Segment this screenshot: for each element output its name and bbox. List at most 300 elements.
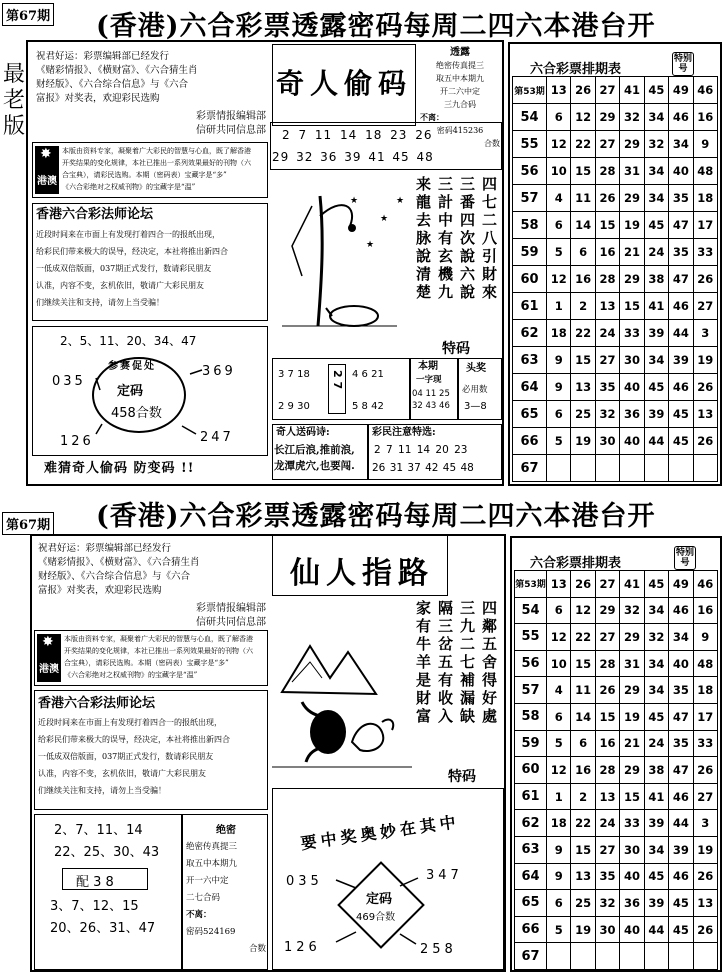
schedule-number-cell: 16	[571, 266, 595, 293]
schedule-number-cell: 15	[620, 293, 644, 320]
circle-left: 035	[52, 374, 86, 389]
schedule-number-cell: 6	[547, 890, 571, 917]
schedule-number-cell: 27	[595, 347, 619, 374]
schedule-number-cell: 32	[644, 624, 668, 651]
schedule-issue-cell: 61	[515, 783, 547, 810]
dense-line: 开奖结果的变化规律，本社已推出一系列效果最好的刊物（六	[62, 159, 251, 167]
schedule-number-cell: 34	[669, 131, 693, 158]
qiren-title: 奇人偷码	[276, 67, 413, 100]
schedule-number-cell: 35	[669, 730, 693, 757]
star-icon: ★	[350, 196, 359, 206]
forum-line: 给彩民们带来极大的误导，经决定，本社将推出新四合	[38, 735, 230, 744]
schedule-number-cell: 6	[547, 212, 571, 239]
numbers-line: 22、25、30、43	[54, 845, 160, 860]
secret-line: 开二六中定	[440, 87, 480, 96]
schedule-number-cell: 34	[644, 677, 668, 704]
forum-line: 认准，内容不变，玄机依旧，敬请广大彩民朋友	[36, 281, 204, 290]
schedule-number-cell: 45	[644, 703, 668, 730]
schedule-number-cell: 27	[693, 783, 717, 810]
forum-line: 们继续关注和支持，请勿上当受骗！	[38, 786, 166, 795]
schedule-number-cell: 15	[571, 836, 595, 863]
schedule-number-cell: 29	[620, 757, 644, 784]
schedule-number-cell: 46	[669, 863, 693, 890]
schedule-number-cell: 13	[547, 77, 571, 104]
schedule-number-cell: 25	[571, 890, 595, 917]
schedule-number-cell: 19	[620, 212, 644, 239]
poem-col: 三九二七補漏缺	[458, 600, 476, 726]
schedule-row	[515, 677, 718, 704]
toujiang-title: 头奖	[466, 363, 486, 374]
schedule-number-cell: 45	[669, 401, 693, 428]
schedule-number-cell: 46	[669, 293, 693, 320]
schedule-number-cell: 39	[644, 401, 668, 428]
diamond-value: 469合数	[356, 912, 396, 923]
benqi-line: 04 11 25	[412, 389, 450, 399]
schedule-number-cell: 6	[547, 703, 571, 730]
schedule-number-cell: 24	[644, 239, 668, 266]
tebie-label: 特别号	[675, 548, 694, 568]
forum-title: 香港六合彩法师论坛	[36, 207, 154, 222]
schedule-number-cell: 12	[547, 131, 571, 158]
schedule-number-cell: 10	[547, 650, 571, 677]
black-label: 港澳	[35, 146, 59, 194]
schedule-number-cell: 45	[644, 77, 668, 104]
schedule-number-cell: 9	[693, 131, 717, 158]
side-label	[3, 62, 25, 140]
secret-line: 绝密传真提三	[186, 842, 238, 852]
schedule-number-cell: 46	[669, 374, 693, 401]
schedule-row	[515, 650, 718, 677]
schedule-row	[513, 185, 718, 212]
schedule-number-cell: 28	[595, 266, 619, 293]
circle-right: 369	[202, 364, 236, 379]
dense-text	[64, 633, 267, 681]
schedule-number-cell: 12	[571, 597, 595, 624]
schedule-number-cell: 2	[571, 293, 595, 320]
notice-block	[38, 542, 268, 598]
tema-label: 特码	[442, 341, 470, 357]
schedule-number-cell: 39	[644, 890, 668, 917]
schedule-issue-cell: 65	[513, 401, 547, 428]
schedule-issue-cell: 63	[515, 836, 547, 863]
poem-col: 家有牛羊是財富	[414, 600, 432, 726]
notice-line: 祝君好运：彩票编辑部已经发行	[38, 543, 172, 554]
poem	[414, 600, 497, 726]
secret-line: 密码524169	[186, 927, 236, 937]
caimin-line1: 2 7 11 14 20 23	[374, 444, 468, 456]
numbers-left2	[50, 896, 155, 940]
schedule-number-cell: 29	[620, 677, 644, 704]
schedule-row	[515, 730, 718, 757]
schedule-number-cell: 30	[620, 347, 644, 374]
schedule-row	[515, 943, 718, 970]
schedule-number-cell: 28	[595, 757, 619, 784]
secret-line: 绝密传真提三	[436, 61, 484, 70]
schedule-row	[515, 571, 718, 598]
schedule-issue-cell: 58	[515, 703, 547, 730]
schedule-number-cell: 41	[620, 77, 644, 104]
schedule-issue-cell: 59	[513, 239, 547, 266]
tebie-label: 特别号	[673, 54, 692, 74]
schedule-number-cell: 48	[693, 158, 717, 185]
secret-line: 合数	[484, 139, 500, 148]
schedule-number-cell: 22	[571, 131, 595, 158]
schedule-number-cell: 13	[693, 401, 717, 428]
schedule-issue-cell: 57	[513, 185, 547, 212]
schedule-number-cell: 39	[669, 836, 693, 863]
schedule-issue-cell: 67	[515, 943, 547, 970]
dense-line: 本版由资料专家，凝聚着广大彩民的智慧与心血，既了解香港	[64, 635, 253, 643]
schedule-number-cell: 16	[693, 104, 717, 131]
circle-bottom-left: 126	[60, 434, 94, 449]
side-char: 老	[3, 88, 26, 113]
schedule-number-cell: 44	[644, 428, 668, 455]
schedule-row	[513, 374, 718, 401]
schedule-title: 六合彩票排期表	[530, 556, 622, 571]
benqi-line: 32 43 46	[412, 401, 450, 411]
schedule-number-cell	[669, 943, 693, 970]
schedule-number-cell: 24	[595, 320, 619, 347]
schedule-number-cell: 26	[693, 266, 717, 293]
issue-label: 第67期	[2, 512, 54, 535]
schedule-number-cell: 44	[644, 916, 668, 943]
schedule-number-cell: 25	[571, 401, 595, 428]
schedule-number-cell: 6	[547, 104, 571, 131]
mid-left-bottom: 2 9 30	[278, 401, 310, 412]
circle-top-row: 2、5、11、20、34、47	[60, 334, 197, 348]
schedule-issue-cell: 64	[515, 863, 547, 890]
secret-line: 不离：	[186, 910, 212, 920]
schedule-number-cell: 35	[669, 185, 693, 212]
mid-left-top: 3 7 18	[278, 369, 310, 380]
schedule-number-cell: 9	[547, 374, 571, 401]
schedule-number-cell: 15	[571, 347, 595, 374]
schedule-table	[514, 570, 718, 970]
schedule-number-cell	[620, 455, 644, 482]
schedule-number-cell: 45	[644, 212, 668, 239]
arc-text: 要中奖奥妙在其中	[299, 811, 461, 854]
schedule-number-cell: 29	[620, 266, 644, 293]
schedule-number-cell: 18	[547, 320, 571, 347]
schedule-number-cell: 47	[669, 757, 693, 784]
schedule-number-cell	[595, 455, 619, 482]
schedule-number-cell: 48	[693, 650, 717, 677]
schedule-issue-cell: 63	[513, 347, 547, 374]
numbers-line: 2、7、11、14	[54, 823, 143, 838]
schedule-number-cell: 12	[547, 624, 571, 651]
dense-line: 本版由资料专家，凝聚着广大彩民的智慧与心血，既了解香港	[62, 147, 251, 155]
schedule-number-cell: 27	[595, 571, 619, 598]
schedule-number-cell: 49	[669, 571, 693, 598]
schedule-number-cell: 47	[669, 266, 693, 293]
schedule-number-cell: 34	[644, 597, 668, 624]
schedule-number-cell: 33	[620, 810, 644, 837]
schedule-number-cell: 21	[620, 239, 644, 266]
schedule-number-cell: 26	[595, 677, 619, 704]
schedule-number-cell: 46	[669, 104, 693, 131]
schedule-number-cell: 40	[620, 863, 644, 890]
benqi-numbers	[412, 388, 450, 412]
schedule-number-cell: 17	[693, 703, 717, 730]
schedule-number-cell: 38	[644, 757, 668, 784]
schedule-title: 六合彩票排期表	[530, 62, 622, 77]
schedule-row	[515, 597, 718, 624]
schedule-number-cell: 9	[693, 624, 717, 651]
schedule-issue-cell: 58	[513, 212, 547, 239]
dense-line: 《六合彩绝对之权威刊物》的宝藏字是“温”	[64, 671, 198, 679]
stamp-line: 彩票情报编辑部	[196, 111, 266, 122]
tema-label: 特码	[448, 769, 476, 785]
circle-arc: 参赛促处	[108, 361, 156, 372]
poem-col: 三計中有玄機九	[436, 176, 454, 302]
schedule-row	[515, 890, 718, 917]
schedule-number-cell: 35	[595, 374, 619, 401]
schedule-number-cell	[571, 943, 595, 970]
secret-line: 透露	[450, 47, 470, 58]
schedule-number-cell: 44	[669, 320, 693, 347]
forum-line: 一低成双倍版面，037期正式发行，数请彩民朋友	[38, 752, 214, 761]
dense-text	[62, 145, 267, 193]
schedule-number-cell: 33	[620, 320, 644, 347]
notice-line: 《赌彩情报》、《横财富》、《六合猜生肖	[36, 65, 198, 76]
schedule-number-cell: 30	[595, 916, 619, 943]
black-label: 港澳	[37, 634, 61, 682]
schedule-number-cell: 13	[571, 374, 595, 401]
schedule-number-cell: 15	[571, 158, 595, 185]
dingma-label: 定码	[117, 384, 144, 399]
schedule-number-cell: 40	[669, 158, 693, 185]
schedule-number-cell: 18	[693, 677, 717, 704]
schedule-number-cell	[693, 455, 717, 482]
diamond-top-right: 347	[426, 868, 463, 883]
numbers-line: 20、26、31、47	[50, 921, 156, 936]
schedule-number-cell: 19	[571, 428, 595, 455]
schedule-number-cell	[620, 943, 644, 970]
schedule-number-cell: 39	[644, 810, 668, 837]
forum-title: 香港六合彩法师论坛	[38, 696, 156, 711]
schedule-row	[513, 293, 718, 320]
schedule-number-cell: 12	[547, 266, 571, 293]
schedule-number-cell: 5	[547, 239, 571, 266]
star-icon: ★	[380, 214, 389, 224]
schedule-number-cell: 15	[595, 212, 619, 239]
side-char: 版	[3, 114, 26, 139]
schedule-number-cell: 26	[693, 916, 717, 943]
side-char: 最	[3, 62, 26, 87]
secret-line: 绝密	[216, 825, 236, 836]
schedule-issue-cell: 59	[515, 730, 547, 757]
schedule-number-cell: 18	[693, 185, 717, 212]
bomb-icon: ✸	[42, 634, 54, 650]
schedule-number-cell	[595, 943, 619, 970]
schedule-number-cell: 6	[547, 597, 571, 624]
schedule-number-cell: 27	[595, 131, 619, 158]
schedule-number-cell: 22	[571, 810, 595, 837]
schedule-number-cell: 6	[547, 401, 571, 428]
schedule-number-cell: 26	[595, 185, 619, 212]
schedule-number-cell: 41	[620, 571, 644, 598]
secret-line: 二七合码	[186, 893, 221, 903]
forum-line: 认准，内容不变，玄机依旧，敬请广大彩民朋友	[38, 769, 206, 778]
schedule-number-cell: 33	[693, 730, 717, 757]
schedule-number-cell: 27	[693, 293, 717, 320]
schedule-number-cell: 31	[620, 650, 644, 677]
dingma-value: 458合数	[111, 406, 162, 421]
secret-line: 三九合码	[444, 100, 476, 109]
toujiang-value: 3—8	[464, 401, 487, 412]
schedule-number-cell: 46	[669, 597, 693, 624]
notice-line: 祝君好运：彩票编辑部已经发行	[36, 51, 170, 62]
schedule-issue-cell: 第53期	[513, 77, 547, 104]
schedule-number-cell: 34	[644, 185, 668, 212]
star-icon: ★	[366, 240, 375, 250]
schedule-number-cell: 35	[669, 239, 693, 266]
schedule-number-cell: 21	[620, 730, 644, 757]
schedule-number-cell	[644, 943, 668, 970]
schedule-number-cell: 40	[620, 916, 644, 943]
schedule-number-cell: 16	[595, 239, 619, 266]
poem-col: 三番四次說六說	[458, 176, 476, 302]
schedule-number-cell: 26	[693, 374, 717, 401]
schedule-number-cell: 27	[595, 77, 619, 104]
schedule-number-cell: 22	[571, 624, 595, 651]
schedule-issue-cell: 55	[513, 131, 547, 158]
schedule-number-cell: 3	[693, 810, 717, 837]
issue-label: 第67期	[2, 3, 54, 26]
circle-bottom-right: 247	[200, 430, 234, 445]
schedule-issue-cell: 54	[513, 104, 547, 131]
schedule-issue-cell: 54	[515, 597, 547, 624]
schedule-number-cell: 39	[669, 347, 693, 374]
schedule-body-top	[513, 77, 718, 482]
schedule-issue-cell: 67	[513, 455, 547, 482]
schedule-number-cell: 1	[547, 783, 571, 810]
schedule-issue-cell: 62	[513, 320, 547, 347]
schedule-number-cell: 11	[571, 185, 595, 212]
schedule-number-cell	[547, 455, 571, 482]
schedule-number-cell: 33	[693, 239, 717, 266]
schedule-row	[513, 428, 718, 455]
schedule-number-cell: 40	[620, 428, 644, 455]
schedule-number-cell: 41	[644, 783, 668, 810]
poem-col: 隔三岔五有收入	[436, 600, 454, 726]
schedule-number-cell: 14	[571, 703, 595, 730]
schedule-number-cell: 45	[644, 374, 668, 401]
xianren-title: 仙人指路	[290, 556, 434, 591]
schedule-number-cell: 14	[571, 212, 595, 239]
schedule-number-cell: 13	[693, 890, 717, 917]
schedule-issue-cell: 61	[513, 293, 547, 320]
schedule-number-cell	[644, 455, 668, 482]
numbers-left	[54, 820, 159, 864]
schedule-issue-cell: 62	[515, 810, 547, 837]
schedule-number-cell: 15	[595, 703, 619, 730]
schedule-number-cell: 45	[644, 571, 668, 598]
schedule-number-cell: 32	[595, 890, 619, 917]
headline: (香港)六合彩票透露密码每周二四六本港台开	[96, 11, 656, 42]
schedule-row	[513, 131, 718, 158]
schedule-row	[513, 266, 718, 293]
songma-line: 龙潭虎穴,也要闯.	[274, 460, 355, 472]
schedule-issue-cell: 第53期	[515, 571, 547, 598]
schedule-number-cell: 32	[620, 104, 644, 131]
schedule-row	[513, 320, 718, 347]
dense-line: 合宝典），请彩民选购。本期（密码表）宝藏字是“多”	[62, 171, 227, 179]
schedule-number-cell: 32	[620, 597, 644, 624]
dense-line: 开奖结果的变化规律，本社已推出一系列效果最好的刊物（六	[64, 647, 253, 655]
songma-title: 奇人送码诗:	[276, 427, 330, 438]
forum-text	[38, 714, 266, 799]
schedule-number-cell: 45	[669, 428, 693, 455]
bottom-slogan: 难猜奇人偷码 防变码 !!	[44, 461, 195, 476]
toujiang-subtitle: 必用数	[462, 385, 488, 395]
notice-line: 富报》对奖表，欢迎彩民选购	[36, 93, 160, 104]
schedule-row	[515, 863, 718, 890]
schedule-number-cell: 34	[644, 650, 668, 677]
schedule-issue-cell: 60	[513, 266, 547, 293]
schedule-number-cell	[669, 455, 693, 482]
schedule-body-bottom	[515, 571, 718, 970]
schedule-number-cell: 47	[669, 703, 693, 730]
schedule-number-cell: 34	[644, 347, 668, 374]
schedule-number-cell: 34	[669, 624, 693, 651]
schedule-row	[515, 703, 718, 730]
songma-line: 长江后浪,推前浪,	[274, 444, 355, 456]
caimin-title: 彩民注意特选:	[372, 427, 436, 438]
poem-col: 四七二八引財來	[480, 176, 498, 302]
secret-line: 合数	[248, 944, 266, 954]
schedule-number-cell: 30	[620, 836, 644, 863]
schedule-number-cell: 32	[644, 131, 668, 158]
schedule-number-cell: 1	[547, 293, 571, 320]
schedule-number-cell: 5	[547, 916, 571, 943]
secret-block	[186, 822, 266, 958]
schedule-number-cell: 45	[644, 863, 668, 890]
qiren-row2: 29 32 36 39 41 45 48	[272, 150, 434, 164]
schedule-issue-cell: 56	[513, 158, 547, 185]
stamp-text	[170, 110, 266, 138]
secret-line: 密码415236	[436, 126, 484, 135]
schedule-number-cell: 40	[620, 374, 644, 401]
schedule-number-cell: 3	[693, 320, 717, 347]
benqi-title: 本期	[418, 361, 438, 372]
schedule-number-cell: 47	[669, 212, 693, 239]
secret-line: 不离：	[420, 112, 444, 122]
diamond-top-left: 035	[286, 874, 323, 889]
schedule-number-cell: 26	[693, 428, 717, 455]
schedule-row	[515, 757, 718, 784]
schedule-number-cell: 15	[620, 783, 644, 810]
schedule-number-cell: 10	[547, 158, 571, 185]
forum-line: 给彩民们带来极大的误导，经决定，本社将推出新四合	[36, 247, 228, 256]
schedule-number-cell: 45	[669, 916, 693, 943]
schedule-number-cell: 4	[547, 677, 571, 704]
schedule-number-cell: 19	[693, 347, 717, 374]
stamp-line: 彩票情报编辑部	[196, 603, 266, 614]
dense-line: 合宝典），请彩民选购。本期（密码表）宝藏字是“多”	[64, 659, 229, 667]
schedule-number-cell: 9	[547, 347, 571, 374]
schedule-number-cell: 22	[571, 320, 595, 347]
schedule-number-cell: 16	[571, 757, 595, 784]
schedule-number-cell	[571, 455, 595, 482]
schedule-number-cell: 38	[644, 266, 668, 293]
schedule-number-cell: 26	[693, 863, 717, 890]
schedule-number-cell: 34	[644, 158, 668, 185]
schedule-number-cell	[547, 943, 571, 970]
schedule-number-cell: 34	[644, 836, 668, 863]
qiren-row1: 2 7 11 14 18 23 26	[282, 128, 433, 142]
schedule-number-cell: 29	[595, 597, 619, 624]
